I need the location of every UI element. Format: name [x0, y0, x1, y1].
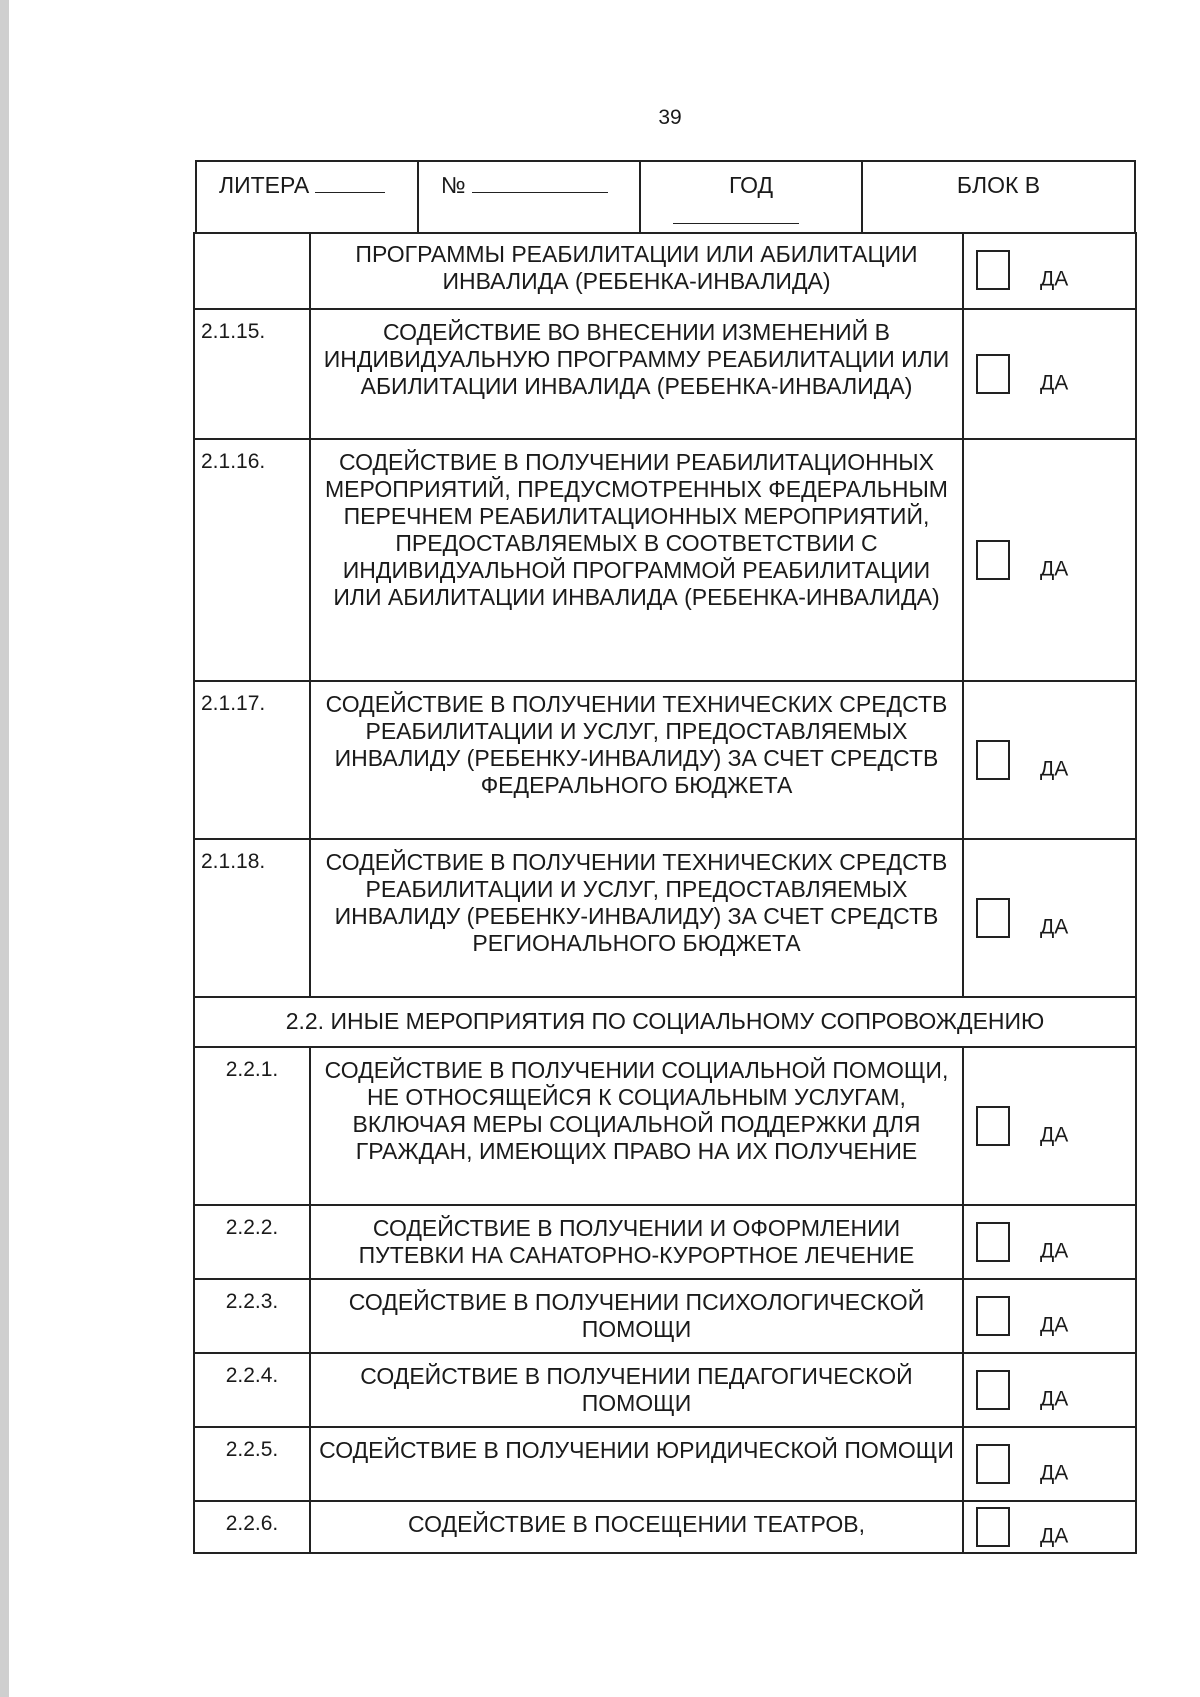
- row-text: СОДЕЙСТВИЕ В ПОЛУЧЕНИИ ПСИХОЛОГИЧЕСКОЙ ПОМОЩИ: [311, 1280, 964, 1352]
- table-row: [195, 232, 1135, 310]
- row-number: 2.2.4.: [195, 1354, 311, 1426]
- checkbox-label: ДА: [1040, 757, 1069, 781]
- table-row: [195, 310, 1135, 440]
- row-text: СОДЕЙСТВИЕ В ПОЛУЧЕНИИ СОЦИАЛЬНОЙ ПОМОЩИ, НЕ ОТНОСЯЩЕЙСЯ К СОЦИАЛЬНЫМ УСЛУГАМ, ВКЛЮЧАЯ МЕРЫ СОЦИАЛЬНОЙ ПОДДЕРЖКИ ДЛЯ ГРАЖДАН, ИМЕЮЩИХ ПРАВО НА ИХ ПОЛУЧЕНИЕ: [311, 1048, 964, 1204]
- row-text: СОДЕЙСТВИЕ В ПОЛУЧЕНИИ И ОФОРМЛЕНИИ ПУТЕВКИ НА САНАТОРНО-КУРОРТНОЕ ЛЕЧЕНИЕ: [311, 1206, 964, 1278]
- table-row: [195, 1048, 1135, 1206]
- row-text: СОДЕЙСТВИЕ В ПОЛУЧЕНИИ ТЕХНИЧЕСКИХ СРЕДСТВ РЕАБИЛИТАЦИИ И УСЛУГ, ПРЕДОСТАВЛЯЕМЫХ ИНВАЛИДУ (РЕБЕНКУ-ИНВАЛИДУ) ЗА СЧЕТ СРЕДСТВ РЕГИОНАЛЬНОГО БЮДЖЕТА: [311, 840, 964, 996]
- checkbox[interactable]: [976, 1507, 1010, 1547]
- number-label: №: [441, 172, 466, 198]
- year-blank[interactable]: [673, 223, 799, 224]
- row-number: 2.2.3.: [195, 1280, 311, 1352]
- row-check-cell: [964, 1206, 1135, 1278]
- checkbox-label: ДА: [1040, 1461, 1069, 1485]
- table-row: [195, 1206, 1135, 1280]
- table-row: [195, 440, 1135, 682]
- number-blank[interactable]: [472, 172, 608, 193]
- row-number: 2.2.2.: [195, 1206, 311, 1278]
- table-row: [195, 1280, 1135, 1354]
- checkbox-label: ДА: [1040, 915, 1069, 939]
- header-cell-litera: [197, 162, 419, 232]
- row-text: СОДЕЙСТВИЕ В ПОСЕЩЕНИИ ТЕАТРОВ,: [311, 1502, 964, 1552]
- row-check-cell: [964, 1280, 1135, 1352]
- checkbox-label: ДА: [1040, 1313, 1069, 1337]
- checkbox-label: ДА: [1040, 1387, 1069, 1411]
- table-row: [195, 1502, 1135, 1552]
- row-number: 2.2.6.: [195, 1502, 311, 1552]
- block-label: БЛОК В: [956, 172, 1041, 198]
- checkbox[interactable]: [976, 250, 1010, 290]
- row-text: ПРОГРАММЫ РЕАБИЛИТАЦИИ ИЛИ АБИЛИТАЦИИ ИНВАЛИДА (РЕБЕНКА-ИНВАЛИДА): [311, 232, 964, 308]
- row-check-cell: [964, 1048, 1135, 1204]
- table-row: [195, 682, 1135, 840]
- checkbox[interactable]: [976, 1296, 1010, 1336]
- row-number: 2.2.1.: [195, 1048, 311, 1204]
- row-number: 2.1.17.: [195, 682, 311, 838]
- checkbox-label: ДА: [1040, 1239, 1069, 1263]
- year-label: ГОД: [728, 172, 774, 198]
- checkbox-label: ДА: [1040, 1524, 1069, 1548]
- checkbox-label: ДА: [1040, 267, 1069, 291]
- page-number: 39: [658, 106, 682, 129]
- checkbox[interactable]: [976, 898, 1010, 938]
- table-row: [195, 840, 1135, 998]
- section-heading: 2.2. ИНЫЕ МЕРОПРИЯТИЯ ПО СОЦИАЛЬНОМУ СОПРОВОЖДЕНИЮ: [285, 1008, 1045, 1034]
- row-text: СОДЕЙСТВИЕ ВО ВНЕСЕНИИ ИЗМЕНЕНИЙ В ИНДИВИДУАЛЬНУЮ ПРОГРАММУ РЕАБИЛИТАЦИИ ИЛИ АБИЛИТАЦИИ ИНВАЛИДА (РЕБЕНКА-ИНВАЛИДА): [311, 310, 964, 438]
- checkbox-label: ДА: [1040, 371, 1069, 395]
- table-row: [195, 1354, 1135, 1428]
- row-check-cell: [964, 682, 1135, 838]
- header-cell-year: [641, 162, 863, 232]
- checkbox[interactable]: [976, 1106, 1010, 1146]
- checkbox-label: ДА: [1040, 557, 1069, 581]
- row-check-cell: [964, 840, 1135, 996]
- section-row: [195, 998, 1135, 1048]
- row-number: 2.2.5.: [195, 1428, 311, 1500]
- checkbox[interactable]: [976, 1222, 1010, 1262]
- litera-blank[interactable]: [315, 172, 385, 193]
- row-check-cell: [964, 440, 1135, 680]
- checkbox[interactable]: [976, 740, 1010, 780]
- header-table: [195, 160, 1136, 234]
- measures-table: [193, 232, 1137, 1554]
- litera-label: ЛИТЕРА: [219, 172, 310, 198]
- row-check-cell: [964, 1354, 1135, 1426]
- checkbox[interactable]: [976, 540, 1010, 580]
- row-number: 2.1.15.: [195, 310, 311, 438]
- row-check-cell: [964, 232, 1135, 308]
- row-check-cell: [964, 310, 1135, 438]
- row-check-cell: [964, 1428, 1135, 1500]
- row-check-cell: [964, 1502, 1135, 1552]
- row-number: 2.1.18.: [195, 840, 311, 996]
- row-text: СОДЕЙСТВИЕ В ПОЛУЧЕНИИ ТЕХНИЧЕСКИХ СРЕДСТВ РЕАБИЛИТАЦИИ И УСЛУГ, ПРЕДОСТАВЛЯЕМЫХ ИНВАЛИДУ (РЕБЕНКУ-ИНВАЛИДУ) ЗА СЧЕТ СРЕДСТВ ФЕДЕРАЛЬНОГО БЮДЖЕТА: [311, 682, 964, 838]
- row-text: СОДЕЙСТВИЕ В ПОЛУЧЕНИИ РЕАБИЛИТАЦИОННЫХ МЕРОПРИЯТИЙ, ПРЕДУСМОТРЕННЫХ ФЕДЕРАЛЬНЫМ ПЕРЕЧНЕМ РЕАБИЛИТАЦИОННЫХ МЕРОПРИЯТИЙ, ПРЕДОСТАВЛЯЕМЫХ В СООТВЕТСТВИИ С ИНДИВИДУАЛЬНОЙ ПРОГРАММОЙ РЕАБИЛИТАЦИИ ИЛИ АБИЛИТАЦИИ ИНВАЛИДА (РЕБЕНКА-ИНВАЛИДА): [311, 440, 964, 680]
- scan-edge-strip: [0, 0, 9, 1697]
- table-row: [195, 1428, 1135, 1502]
- checkbox[interactable]: [976, 354, 1010, 394]
- header-cell-number: [419, 162, 641, 232]
- row-number: [195, 232, 311, 308]
- row-text: СОДЕЙСТВИЕ В ПОЛУЧЕНИИ ПЕДАГОГИЧЕСКОЙ ПОМОЩИ: [311, 1354, 964, 1426]
- row-text: СОДЕЙСТВИЕ В ПОЛУЧЕНИИ ЮРИДИЧЕСКОЙ ПОМОЩИ: [311, 1428, 964, 1500]
- checkbox[interactable]: [976, 1370, 1010, 1410]
- header-cell-block: [863, 162, 1134, 232]
- checkbox[interactable]: [976, 1444, 1010, 1484]
- row-number: 2.1.16.: [195, 440, 311, 680]
- checkbox-label: ДА: [1040, 1123, 1069, 1147]
